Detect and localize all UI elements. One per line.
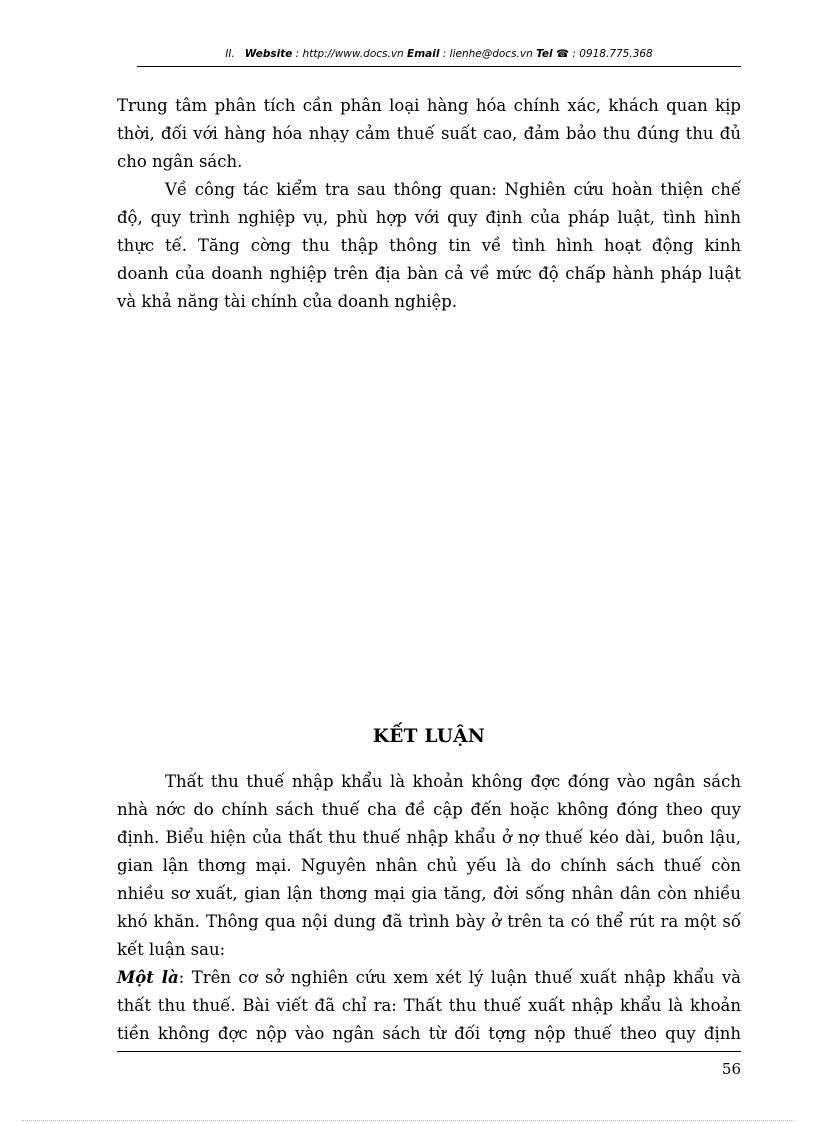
- text-line: tiền không đợc nộp vào ngân sách từ đối tợng nộp thuế theo quy định: [117, 1024, 741, 1043]
- paragraph-2: [117, 176, 741, 316]
- text-line: nhà nớc do chính sách thuế cha đề cập đến hoặc không đóng theo quy: [117, 800, 741, 819]
- text-line: nhiều sơ xuất, gian lận thơng mại gia tăng, đời sống nhân dân còn nhiều: [117, 884, 741, 903]
- page-number: 56: [721, 1060, 741, 1078]
- text-line: Thất thu thuế nhập khẩu là khoản không đợc đóng vào ngân sách: [165, 772, 741, 791]
- text-line: doanh của doanh nghiệp trên địa bàn cả về mức độ chấp hành pháp luật: [117, 264, 741, 283]
- paragraph-3: [117, 768, 741, 964]
- text-line: thực tế. Tăng cờng thu thập thông tin về tình hình hoạt động kinh: [117, 236, 741, 255]
- header-website[interactable]: : http://www.docs.vn: [292, 48, 408, 60]
- header-divider: [137, 66, 741, 67]
- page-bottom-border: [22, 1120, 794, 1121]
- text-line: thất thu thuế. Bài viết đã chỉ ra: Thất thu thuế xuất nhập khẩu là khoản: [117, 996, 741, 1015]
- conclusion-title: KẾT LUẬN: [372, 726, 486, 747]
- text-line: thời, đối với hàng hóa nhạy cảm thuế suất cao, đảm bảo thu đúng thu đủ: [117, 124, 741, 143]
- point-lead-rest: : Trên cơ sở nghiên cứu xem xét lý luận thuế xuất nhập khẩu và: [178, 968, 741, 987]
- header-email[interactable]: : lienhe@docs.vn: [439, 48, 537, 60]
- paragraph-4: [117, 964, 741, 1048]
- header-website-label: Website: [244, 48, 293, 60]
- point-lead: Một là: [117, 968, 179, 987]
- text-line: Trung tâm phân tích cần phân loại hàng hóa chính xác, khách quan kịp: [117, 96, 741, 115]
- text-line: và khả năng tài chính của doanh nghiệp.: [117, 292, 458, 311]
- text-line: gian lận thơng mại. Nguyên nhân chủ yếu là do chính sách thuế còn: [117, 856, 741, 875]
- header-email-label: Email: [407, 48, 440, 60]
- text-line: định. Biểu hiện của thất thu thuế nhập khẩu ở nợ thuế kéo dài, buôn lậu,: [117, 828, 741, 847]
- text-line: [117, 964, 741, 992]
- footer-divider: [117, 1051, 741, 1052]
- text-line: cho ngân sách.: [117, 152, 243, 171]
- text-line: khó khăn. Thông qua nội dung đã trình bày ở trên ta có thể rút ra một số: [117, 912, 741, 931]
- text-line: độ, quy trình nghiệp vụ, phù hợp với quy định của pháp luật, tình hình: [117, 208, 741, 227]
- header-prefix: II.: [225, 48, 235, 60]
- page-header: [137, 48, 741, 60]
- text-line: kết luận sau:: [117, 940, 226, 959]
- text-line: Về công tác kiểm tra sau thông quan: Nghiên cứu hoàn thiện chế: [165, 180, 741, 199]
- header-tel: ☎ : 0918.775.368: [552, 48, 653, 60]
- paragraph-1: [117, 92, 741, 176]
- header-tel-label: Tel: [536, 48, 553, 60]
